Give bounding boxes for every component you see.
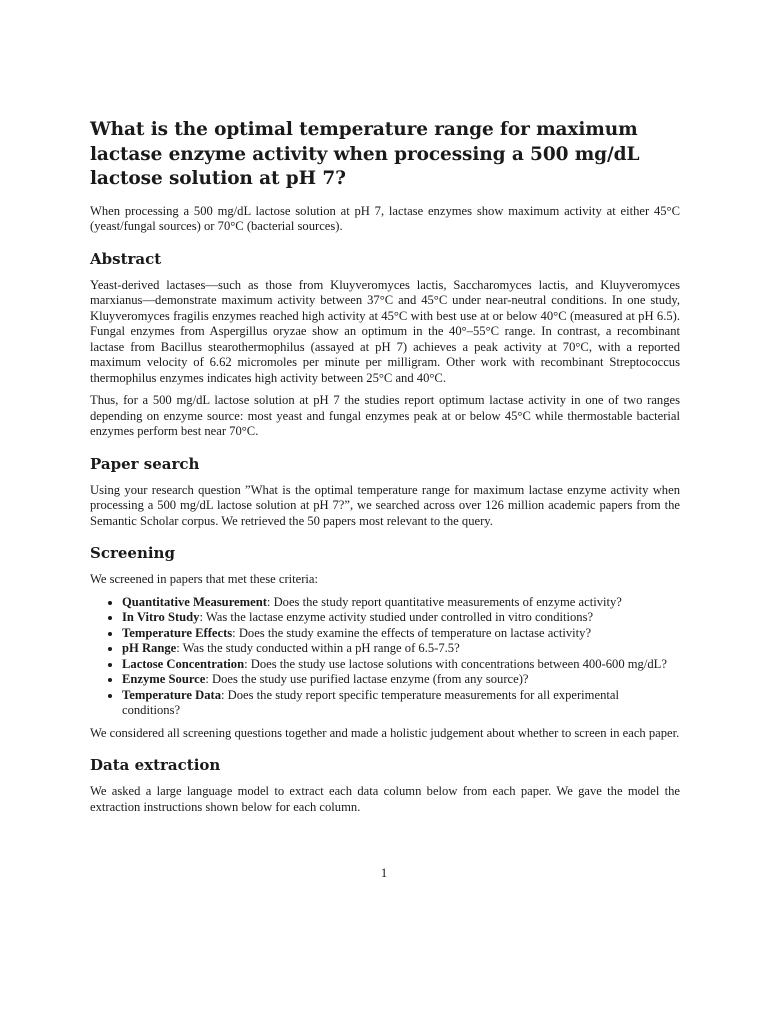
abstract-paragraph-2: Thus, for a 500 mg/dL lactose solution at pH 7 the studies report optimum lactase activity in one of two ranges depending on enzyme source: most yeast and fungal enzymes peak at or below 45°C while thermostable bacterial enzymes perform best near 70°C. [90, 393, 680, 438]
abstract-paragraph-1: Yeast-derived lactases—such as those from Kluyveromyces lactis, Saccharomyces lactis, and Kluyveromyces marxianus—demonstrate maximum activity between 37°C and 45°C under near-neutral conditions. In one study, Kluyveromyces fragilis enzymes reached high activity at 45°C with best use at or below 40°C (measured at pH 6.5). Fungal enzymes from Aspergillus oryzae show an optimum in the 40°–55°C range. In contrast, a recombinant lactase from Bacillus stearothermophilus (assayed at pH 7) achieves a peak activity at 70°C, with a reported maximum velocity of 6.62 micromoles per minute per milligram. Other work with recombinant Streptococcus thermophilus enzymes indicates high activity between 25°C and 40°C. [90, 277, 680, 385]
criteria-text: : Does the study use lactose solutions with concentrations between 400-600 mg/dL? [244, 656, 667, 671]
criteria-text: : Does the study report quantitative measurements of enzyme activity? [266, 594, 622, 609]
data-extraction-paragraph: We asked a large language model to extract each data column below from each paper. We gave the model the extraction instructions shown below for each column. [90, 784, 680, 814]
screening-closing: We considered all screening questions together and made a holistic judgement about whether to screen in each paper. [90, 725, 680, 740]
criteria-label: Quantitative Measurement [122, 594, 267, 609]
criteria-label: Lactose Concentration [122, 656, 245, 671]
criteria-text: : Does the study use purified lactase enzyme (from any source)? [205, 672, 529, 686]
criteria-item [122, 641, 680, 657]
page-number: 1 [380, 866, 388, 880]
criteria-text: : Does the study report specific temperature measurements for all experimental conditions? [122, 687, 619, 717]
criteria-item [122, 610, 680, 626]
criteria-text: : Was the lactase enzyme activity studied under controlled in vitro conditions? [199, 610, 594, 624]
data-extraction-heading: Data extraction [90, 756, 221, 774]
paper-search-paragraph: Using your research question ”What is the optimal temperature range for maximum lactase enzyme activity when processing a 500 mg/dL lactose solution at pH 7?”, we searched across over 126 million academic papers from the Semantic Scholar corpus. We retrieved the 50 papers most relevant to the query. [90, 482, 680, 528]
criteria-label: pH Range [122, 641, 177, 655]
criteria-label: Enzyme Source [122, 672, 206, 686]
criteria-item [122, 626, 680, 642]
criteria-label: Temperature Effects [122, 625, 233, 640]
criteria-item [122, 688, 680, 719]
summary-paragraph: When processing a 500 mg/dL lactose solution at pH 7, lactase enzymes show maximum activity at either 45°C (yeast/fungal sources) or 70°C (bacterial sources). [90, 203, 680, 233]
paper-page [90, 118, 680, 822]
criteria-label: In Vitro Study [122, 610, 200, 624]
criteria-text: : Was the study conducted within a pH range of 6.5-7.5? [176, 641, 460, 655]
paper-search-heading: Paper search [90, 454, 200, 473]
screening-heading: Screening [90, 544, 175, 562]
criteria-item [122, 657, 680, 673]
criteria-item [122, 595, 680, 611]
screening-intro: We screened in papers that met these criteria: [90, 572, 319, 586]
criteria-label: Temperature Data [122, 687, 221, 702]
abstract-heading: Abstract [90, 249, 162, 268]
criteria-text: : Does the study examine the effects of temperature on lactase activity? [232, 625, 592, 640]
screening-criteria-list [90, 595, 680, 719]
criteria-item [122, 672, 680, 688]
paper-title: What is the optimal temperature range for maximum lactase enzyme activity when processing a 500 mg/dL lactose solution at pH 7? [90, 119, 640, 189]
